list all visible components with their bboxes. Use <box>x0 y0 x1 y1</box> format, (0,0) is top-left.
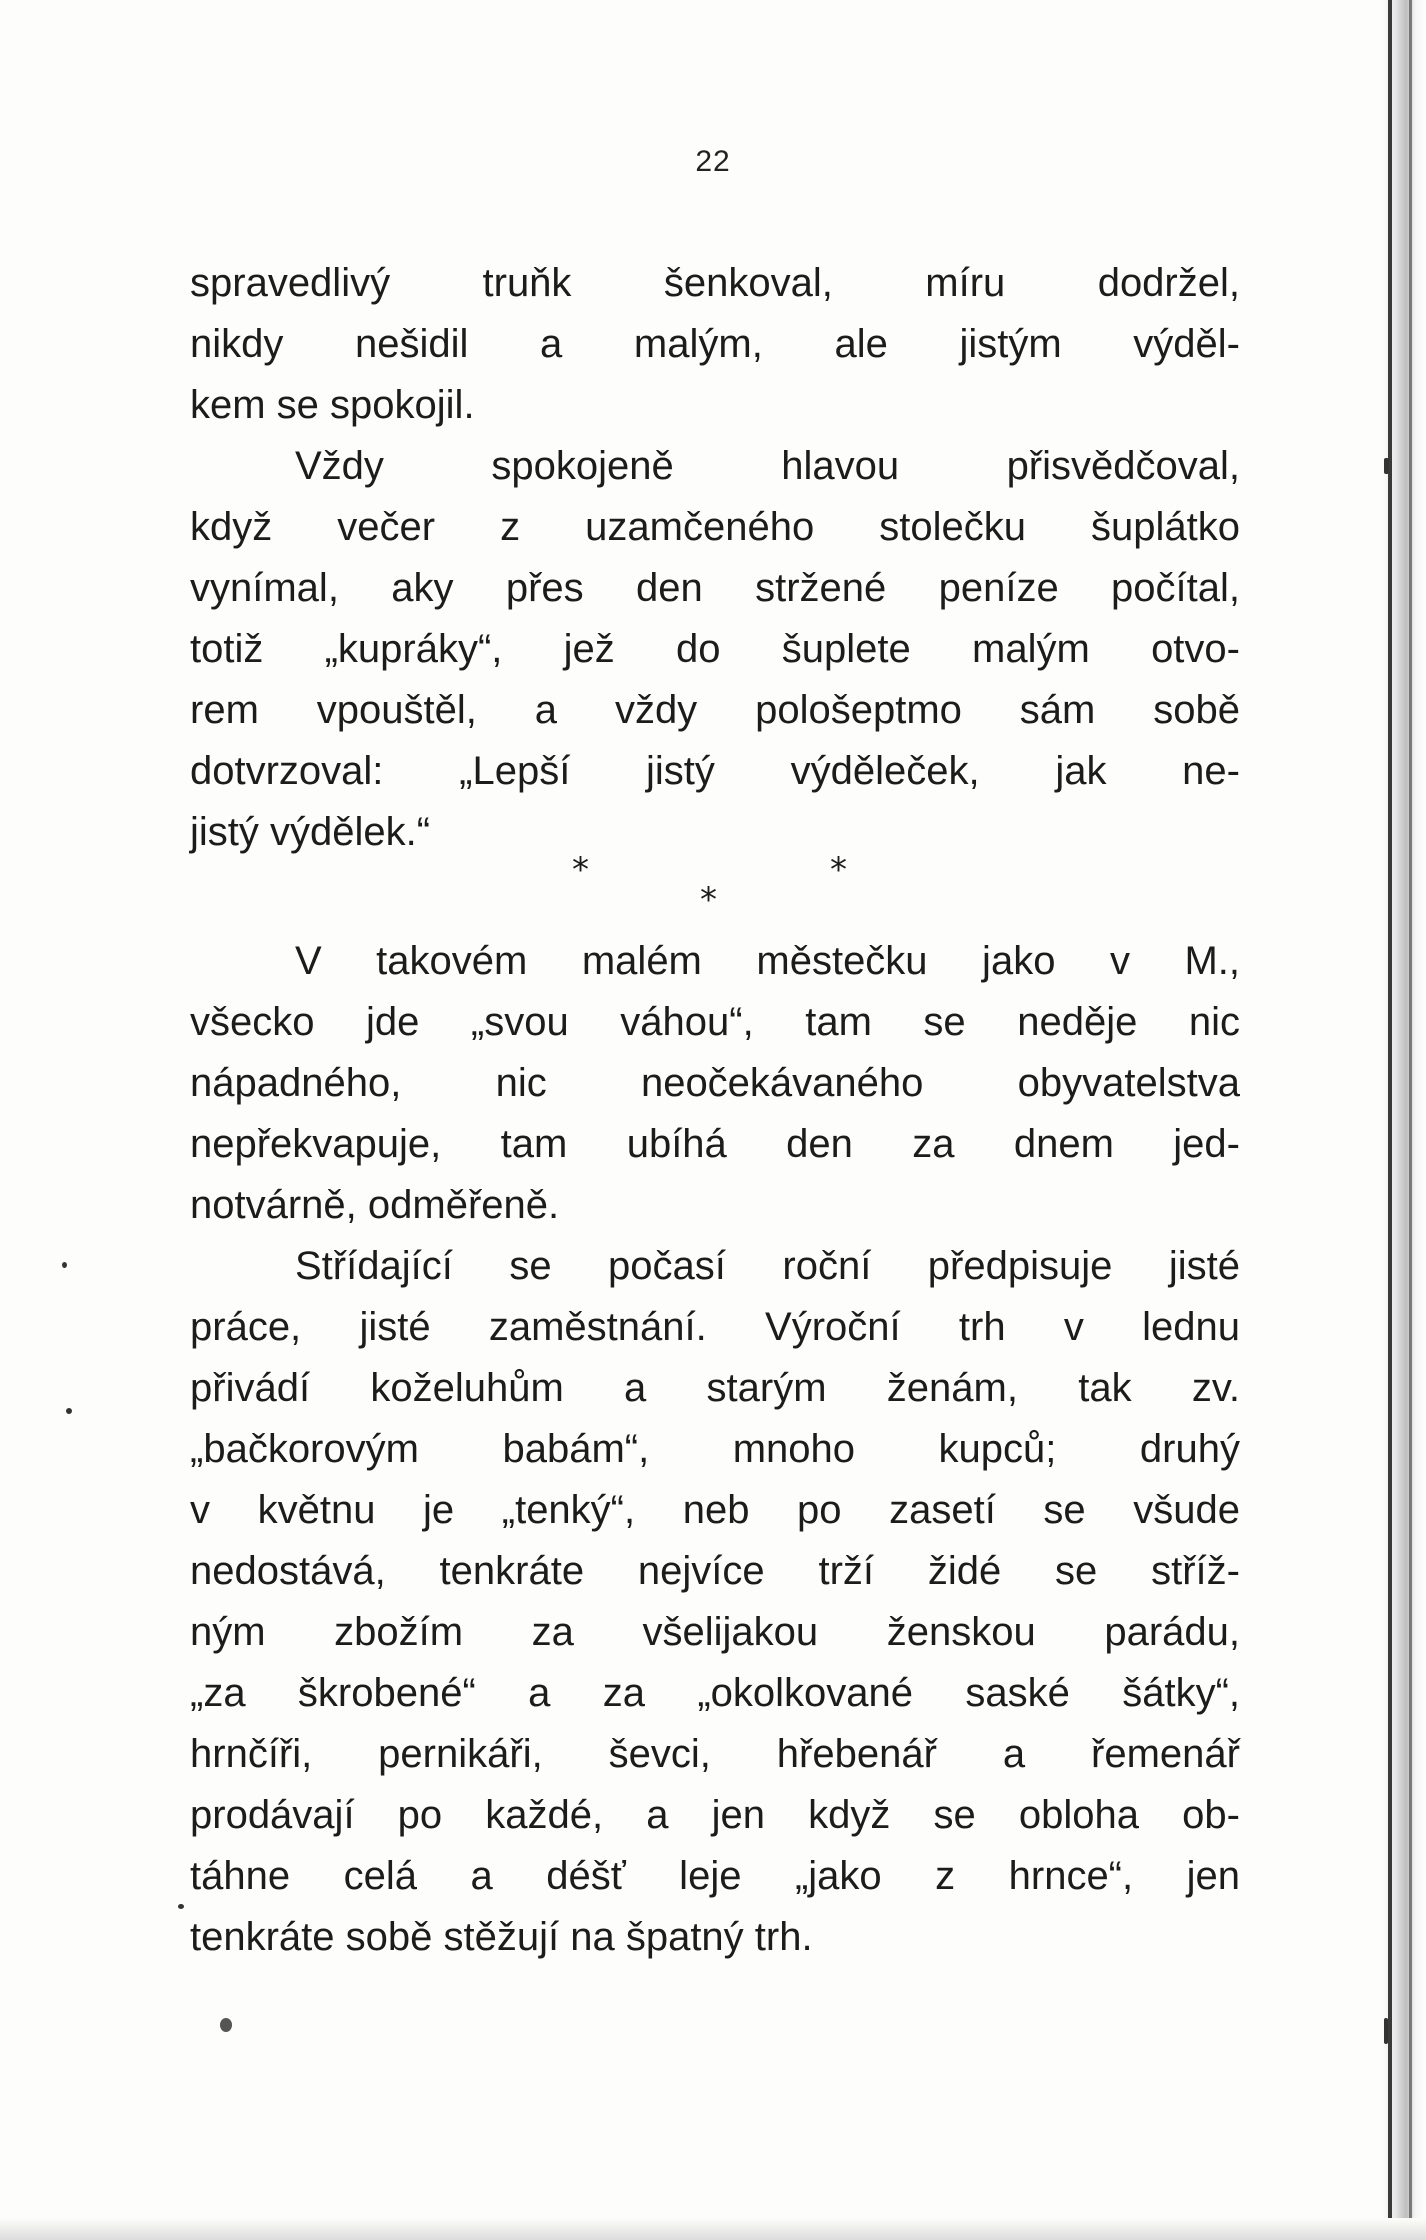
text-line: Střídající se počasí roční předpisuje jisté <box>295 1244 1240 1288</box>
text-line: táhne celá a déšť leje „jako z hrnce“, jen <box>190 1854 1240 1898</box>
text-line: ným zbožím za všelijakou ženskou parádu, <box>190 1610 1240 1654</box>
text-line: dotvrzoval: „Lepší jistý výděleček, jak ne- <box>190 749 1240 793</box>
text-line: vynímal, aky přes den stržené peníze počítal, <box>190 566 1240 610</box>
scan-speck <box>62 1262 67 1268</box>
page-number: 22 <box>695 145 731 178</box>
text-line: nepřekvapuje, tam ubíhá den za dnem jed- <box>190 1122 1240 1166</box>
text-line: práce, jisté zaměstnání. Výroční trh v lednu <box>190 1305 1240 1349</box>
scan-speck <box>220 2018 232 2032</box>
text-line: tenkráte sobě stěžují na špatný trh. <box>190 1915 813 1959</box>
scan-speck <box>178 1904 184 1909</box>
text-line: když večer z uzamčeného stolečku šuplátko <box>190 505 1240 549</box>
text-line: nedostává, tenkráte nejvíce trží židé se stříž- <box>190 1549 1240 1593</box>
scan-edge-line-secondary <box>1409 0 1412 2240</box>
text-line: totiž „kupráky“, jež do šuplete malým otvo- <box>190 627 1240 671</box>
separator-asterisk: * <box>700 880 717 920</box>
scan-edge-line <box>1388 0 1392 2240</box>
text-line: V takovém malém městečku jako v M., <box>295 939 1240 983</box>
separator-asterisk: * <box>830 850 847 890</box>
text-line: notvárně, odměřeně. <box>190 1183 560 1227</box>
scan-speck <box>1384 458 1389 474</box>
text-line: v květnu je „tenký“, neb po zasetí se všude <box>190 1488 1240 1532</box>
text-line: nikdy nešidil a malým, ale jistým výděl- <box>190 322 1240 366</box>
text-line: hrnčíři, pernikáři, ševci, hřebenář a řemenář <box>190 1732 1240 1776</box>
text-line: nápadného, nic neočekávaného obyvatelstva <box>190 1061 1240 1105</box>
text-line: spravedlivý truňk šenkoval, míru dodržel, <box>190 261 1240 305</box>
text-line: všecko jde „svou váhou“, tam se neděje nic <box>190 1000 1240 1044</box>
section-separator <box>0 850 1426 930</box>
text-line: kem se spokojil. <box>190 383 475 427</box>
text-line: „za škrobené“ a za „okolkované saské šátky“, <box>190 1671 1240 1715</box>
text-line: prodávají po každé, a jen když se obloha ob- <box>190 1793 1240 1837</box>
text-line: Vždy spokojeně hlavou přisvědčoval, <box>295 444 1240 488</box>
text-line: rem vpouštěl, a vždy pološeptmo sám sobě <box>190 688 1240 732</box>
scan-speck <box>66 1408 72 1414</box>
text-line: „bačkorovým babám“, mnoho kupců; druhý <box>190 1427 1240 1471</box>
scan-bottom-shadow <box>0 2218 1426 2240</box>
text-line: přivádí koželuhům a starým ženám, tak zv. <box>190 1366 1240 1410</box>
separator-asterisk: * <box>572 850 589 890</box>
scan-speck <box>1384 2018 1388 2044</box>
text-line: jistý výdělek.“ <box>190 810 431 854</box>
